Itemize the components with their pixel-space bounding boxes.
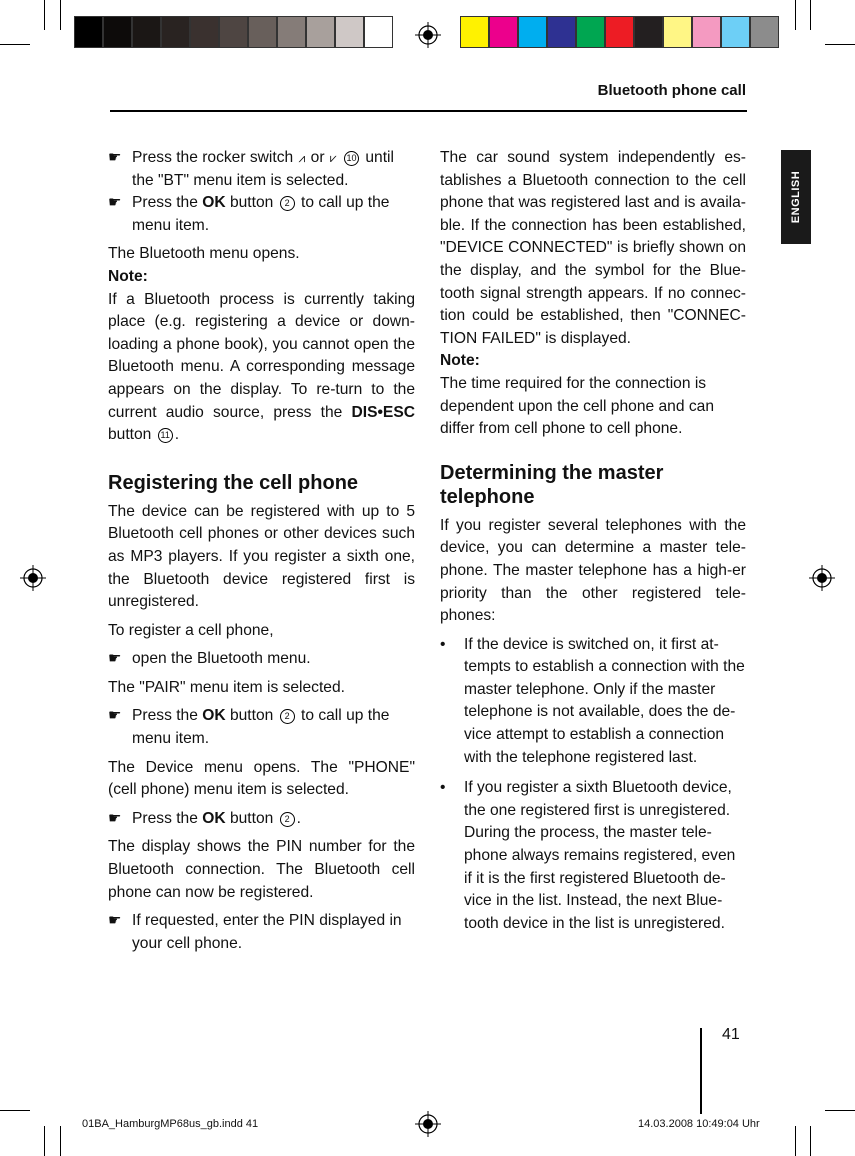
- running-header: Bluetooth phone call: [597, 82, 746, 99]
- language-tab: [781, 150, 811, 244]
- color-swatch: [460, 16, 489, 48]
- ok-button-label: OK: [202, 809, 226, 827]
- bullet-icon: •: [440, 779, 446, 797]
- color-swatch: [74, 16, 103, 48]
- section-heading: Registering the cell phone: [108, 471, 359, 494]
- color-swatch: [518, 16, 547, 48]
- pointing-hand-icon: ☛: [108, 650, 122, 668]
- color-swatch: [219, 16, 248, 48]
- pointing-hand-icon: ☛: [108, 149, 122, 166]
- crop-mark: [810, 1126, 811, 1156]
- print-slug-date: 14.03.2008 10:49:04 Uhr: [638, 1118, 760, 1130]
- pointing-hand-icon: ☛: [108, 809, 122, 827]
- instruction-step: ☛ Press the OK button 2 to call up the menu item.: [108, 707, 390, 748]
- registration-mark-icon: [415, 22, 441, 48]
- pointing-hand-icon: ☛: [108, 912, 122, 930]
- crop-mark: [810, 0, 811, 30]
- color-swatch: [190, 16, 219, 48]
- color-swatch: [721, 16, 750, 48]
- list-item: • If you register a sixth Bluetooth device, the one registered first is unregistered. During the process, the master tele-phone always remains registered, even if it is the first registered Bluetooth de-vice in the list. Instead, the next Blue-tooth device in the list is unregistered.: [440, 779, 736, 932]
- color-swatch: [547, 16, 576, 48]
- instruction-step: ☛ open the Bluetooth menu.: [108, 648, 415, 671]
- color-swatch: [132, 16, 161, 48]
- paragraph: To register a cell phone,: [108, 621, 274, 639]
- crop-mark: [795, 1126, 796, 1156]
- paragraph: The car sound system independently es-tablishes a Bluetooth connection to the cell phone that was registered last and is availa-ble. If the connection has been established, "DEVICE CONNECTED" is briefly shown on the display, and the symbol for the Blue-tooth signal strength appears. If no connec-tion could be established, then "CONNEC-TION FAILED" is displayed.: [440, 149, 746, 347]
- list-item: • If the device is switched on, it first at-tempts to establish a connection with the master telephone. Only if the master telephone is not available, does the de-vice attempt to establish a connection with the telephone registered last.: [440, 635, 745, 766]
- bullet-icon: •: [440, 635, 446, 653]
- color-swatch: [103, 16, 132, 48]
- page-number-rule: [700, 1028, 702, 1114]
- crop-mark: [60, 1126, 61, 1156]
- note-heading: Note:: [440, 352, 480, 370]
- paragraph: The device can be registered with up to 5 Bluetooth cell phones or other devices such as MP3 players. If you register a sixth one, the Bluetooth device registered first is unregistered.: [108, 502, 415, 611]
- control-number-badge: 11: [158, 428, 173, 443]
- paragraph: If you register several telephones with the device, you can determine a master tele-phone. The master telephone has a high-er priority than the other registered tele-phones:: [440, 516, 746, 625]
- grayscale-color-bar: [74, 16, 393, 48]
- registration-mark-icon: [20, 565, 46, 591]
- crop-mark: [825, 1110, 855, 1111]
- color-swatch: [576, 16, 605, 48]
- paragraph: The Device menu opens. The "PHONE" (cell phone) menu item is selected.: [108, 758, 415, 799]
- process-color-bar: [460, 16, 779, 48]
- color-swatch: [277, 16, 306, 48]
- control-number-badge: 2: [280, 709, 295, 724]
- rocker-up-icon: ⩘: [298, 151, 306, 165]
- paragraph: The "PAIR" menu item is selected.: [108, 678, 345, 696]
- crop-mark: [60, 0, 61, 30]
- instruction-step: ☛ Press the OK button 2 .: [108, 808, 415, 831]
- rocker-down-icon: ⩗: [329, 151, 337, 165]
- registration-mark-icon: [415, 1111, 441, 1137]
- pointing-hand-icon: ☛: [108, 194, 122, 212]
- color-swatch: [489, 16, 518, 48]
- paragraph: The Bluetooth menu opens.: [108, 245, 300, 263]
- crop-mark: [0, 1110, 30, 1111]
- pointing-hand-icon: ☛: [108, 707, 122, 725]
- color-swatch: [663, 16, 692, 48]
- instruction-step: ☛ Press the rocker switch ⩘ or ⩗ 10 until the "BT" menu item is selected.: [108, 149, 394, 189]
- color-swatch: [634, 16, 663, 48]
- note-text: If a Bluetooth process is currently taking place (e.g. registering a device or down-loading a phone book), you cannot open the Bluetooth menu. A corresponding message appears on the display. To re-turn to the current audio source, press the DIS•ESC button 11 .: [108, 290, 415, 444]
- crop-mark: [0, 44, 30, 45]
- color-swatch: [750, 16, 779, 48]
- right-column: [440, 147, 746, 935]
- control-number-badge: 2: [280, 812, 295, 827]
- control-number-badge: 2: [280, 196, 295, 211]
- color-swatch: [248, 16, 277, 48]
- crop-mark: [44, 0, 45, 30]
- left-column: [108, 147, 415, 955]
- print-slug-file: 01BA_HamburgMP68us_gb.indd 41: [82, 1118, 259, 1130]
- color-swatch: [364, 16, 393, 48]
- dis-esc-button-label: DIS•ESC: [351, 403, 415, 421]
- crop-mark: [44, 1126, 45, 1156]
- crop-mark: [795, 0, 796, 30]
- note-heading: Note:: [108, 267, 148, 285]
- section-heading: Determining the master telephone: [440, 461, 664, 508]
- page-number: 41: [722, 1026, 740, 1043]
- ok-button-label: OK: [202, 707, 226, 725]
- color-swatch: [161, 16, 190, 48]
- color-swatch: [692, 16, 721, 48]
- registration-mark-icon: [809, 565, 835, 591]
- color-swatch: [306, 16, 335, 48]
- language-tab-label: ENGLISH: [790, 170, 802, 224]
- ok-button-label: OK: [202, 194, 226, 212]
- instruction-step: ☛ Press the OK button 2 to call up the menu item.: [108, 194, 390, 234]
- paragraph: The display shows the PIN number for the Bluetooth connection. The Bluetooth cell phone can now be registered.: [108, 838, 415, 901]
- note-text: The time required for the connection is dependent upon the cell phone and can differ from cell phone to cell phone.: [440, 374, 714, 438]
- control-number-badge: 10: [344, 151, 359, 166]
- color-swatch: [605, 16, 634, 48]
- instruction-step: ☛ If requested, enter the PIN displayed in your cell phone.: [108, 912, 402, 952]
- color-swatch: [335, 16, 364, 48]
- crop-mark: [825, 44, 855, 45]
- header-rule: [110, 110, 747, 112]
